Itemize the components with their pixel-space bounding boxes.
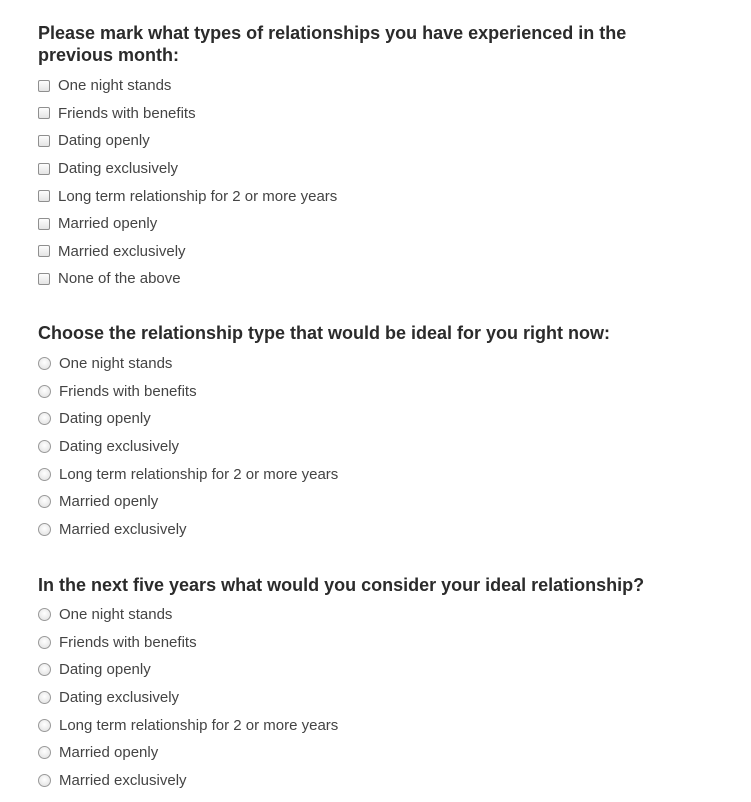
option-long-term-relationship[interactable] [38,182,698,210]
checkbox-group [38,72,698,293]
question-title: Choose the relationship type that would be ideal for you right now: [38,323,611,343]
option-label: None of the above [58,270,181,288]
option-none-of-the-above[interactable] [38,265,698,293]
option-dating-openly[interactable] [38,127,698,155]
question-experienced-relationships [38,22,698,293]
option-label: Married exclusively [59,520,187,538]
radio-button[interactable] [38,636,51,649]
option-label: Dating openly [59,661,151,679]
radio-button[interactable] [38,663,51,676]
option-long-term-relationship[interactable] [38,711,698,739]
option-label: Long term relationship for 2 or more years [59,716,339,734]
option-one-night-stands[interactable] [38,350,698,378]
radio-button[interactable] [38,468,51,481]
option-label: Friends with benefits [59,382,197,400]
option-label: One night stands [59,355,173,373]
option-label: Long term relationship for 2 or more years [58,187,338,205]
radio-button[interactable] [38,523,51,536]
option-label: One night stands [58,77,172,95]
radio-button[interactable] [38,385,51,398]
option-label: Long term relationship for 2 or more years [59,465,339,483]
radio-button[interactable] [38,719,51,732]
option-label: Friends with benefits [58,104,196,122]
checkbox[interactable] [38,218,50,230]
radio-button[interactable] [38,412,51,425]
option-one-night-stands[interactable] [38,72,698,100]
option-label: Married exclusively [58,242,186,260]
option-dating-exclusively[interactable] [38,433,698,461]
option-dating-exclusively[interactable] [38,684,698,712]
option-label: Dating exclusively [59,438,180,456]
option-label: Dating openly [59,410,151,428]
option-label: Dating exclusively [59,689,180,707]
checkbox[interactable] [38,245,50,257]
option-friends-with-benefits[interactable] [38,378,698,406]
option-label: Dating exclusively [58,160,179,178]
option-married-openly[interactable] [38,739,698,767]
radio-button[interactable] [38,774,51,787]
question-title: In the next five years what would you consider your ideal relationship? [38,575,645,595]
option-married-exclusively[interactable] [38,767,698,795]
option-label: One night stands [59,606,173,624]
option-married-openly[interactable] [38,488,698,516]
option-dating-exclusively[interactable] [38,155,698,183]
option-label: Married exclusively [59,771,187,789]
option-friends-with-benefits[interactable] [38,100,698,128]
checkbox[interactable] [38,273,50,285]
radio-button[interactable] [38,495,51,508]
option-long-term-relationship[interactable] [38,460,698,488]
option-friends-with-benefits[interactable] [38,629,698,657]
option-dating-openly[interactable] [38,656,698,684]
option-married-exclusively[interactable] [38,516,698,544]
option-label: Married openly [59,493,159,511]
radio-button[interactable] [38,691,51,704]
checkbox[interactable] [38,135,50,147]
option-one-night-stands[interactable] [38,601,698,629]
radio-button[interactable] [38,440,51,453]
question-ideal-five-years [38,574,698,794]
checkbox[interactable] [38,80,50,92]
option-label: Married openly [59,744,159,762]
radio-group [38,350,698,543]
option-label: Married openly [58,215,158,233]
option-dating-openly[interactable] [38,405,698,433]
option-married-exclusively[interactable] [38,238,698,266]
radio-button[interactable] [38,357,51,370]
radio-group [38,601,698,794]
radio-button[interactable] [38,746,51,759]
question-title: Please mark what types of relationships you have experienced in the previous month: [38,23,627,65]
checkbox[interactable] [38,107,50,119]
option-married-openly[interactable] [38,210,698,238]
radio-button[interactable] [38,608,51,621]
option-label: Dating openly [58,132,150,150]
option-label: Friends with benefits [59,633,197,651]
question-ideal-now [38,322,698,543]
checkbox[interactable] [38,163,50,175]
checkbox[interactable] [38,190,50,202]
